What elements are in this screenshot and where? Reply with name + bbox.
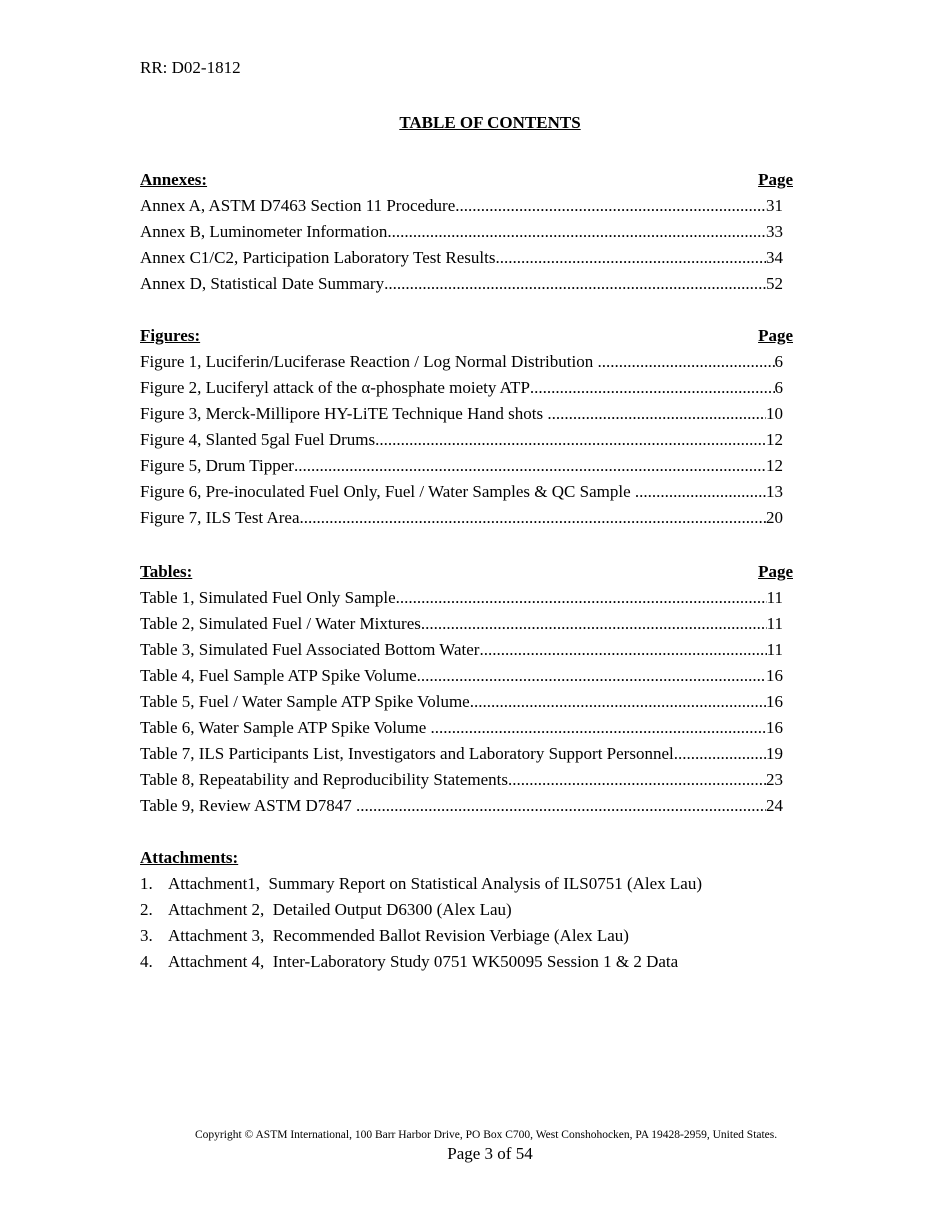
- dot-leader: [470, 689, 766, 715]
- toc-entry[interactable]: [140, 271, 783, 297]
- attachments-section: [140, 845, 793, 975]
- toc-entry[interactable]: [140, 219, 783, 245]
- toc-entry-page: 34: [766, 248, 783, 267]
- toc-entry-page: 16: [766, 692, 783, 711]
- attachments-header: [140, 845, 793, 871]
- toc-entry[interactable]: [140, 245, 783, 271]
- figures-header: [140, 323, 793, 349]
- figures-section: [140, 323, 793, 531]
- toc-entry[interactable]: [140, 505, 783, 531]
- toc-entry-label: Table 7, ILS Participants List, Investigators and Laboratory Support Personnel: [140, 744, 674, 763]
- dot-leader: [421, 611, 767, 637]
- toc-entry-label: Annex D, Statistical Date Summary: [140, 274, 385, 293]
- toc-entry-label: Table 5, Fuel / Water Sample ATP Spike Volume: [140, 692, 470, 711]
- toc-entry[interactable]: [140, 427, 783, 453]
- dot-leader: [356, 793, 766, 819]
- toc-entry[interactable]: [140, 349, 783, 375]
- toc-entry-page: 33: [766, 222, 783, 241]
- annexes-section: [140, 167, 793, 297]
- dot-leader: [387, 219, 766, 245]
- toc-entry[interactable]: [140, 479, 783, 505]
- toc-entry[interactable]: [140, 715, 783, 741]
- toc-entry-label: Table 8, Repeatability and Reproducibility Statements: [140, 770, 508, 789]
- toc-entry[interactable]: [140, 375, 783, 401]
- annexes-header: [140, 167, 793, 193]
- toc-entry-page: 6: [774, 352, 783, 371]
- attachment-number: 2.: [140, 900, 153, 919]
- toc-entry-page: 13: [766, 482, 783, 501]
- dot-leader: [495, 245, 766, 271]
- toc-entry-page: 11: [766, 588, 783, 607]
- toc-entry-page: 23: [766, 770, 783, 789]
- figures-page-label: Page: [758, 326, 793, 345]
- attachment-label: Attachment 3, Recommended Ballot Revision Verbiage (Alex Lau): [168, 926, 629, 945]
- tables-section: [140, 559, 793, 819]
- toc-entry-label: Figure 3, Merck-Millipore HY-LiTE Technique Hand shots: [140, 404, 548, 423]
- toc-entry[interactable]: [140, 193, 783, 219]
- page-title: TABLE OF CONTENTS: [399, 113, 581, 132]
- document-reference: RR: D02-1812: [140, 58, 241, 77]
- dot-leader: [384, 271, 766, 297]
- dot-leader: [635, 479, 766, 505]
- toc-entry-label: Figure 6, Pre-inoculated Fuel Only, Fuel / Water Samples & QC Sample: [140, 482, 635, 501]
- dot-leader: [547, 401, 766, 427]
- dot-leader: [530, 375, 775, 401]
- annexes-page-label: Page: [758, 170, 793, 189]
- attachment-number: 4.: [140, 952, 153, 971]
- toc-entry-page: 12: [766, 430, 783, 449]
- toc-entry[interactable]: [140, 689, 783, 715]
- dot-leader: [508, 767, 766, 793]
- toc-entry[interactable]: [140, 585, 783, 611]
- annexes-heading: Annexes:: [140, 170, 208, 189]
- toc-entry[interactable]: [140, 793, 783, 819]
- toc-entry[interactable]: [140, 453, 783, 479]
- toc-entry-label: Annex A, ASTM D7463 Section 11 Procedure: [140, 196, 456, 215]
- toc-entry-page: 12: [766, 456, 783, 475]
- toc-entry-label: Figure 5, Drum Tipper: [140, 456, 294, 475]
- attachments-heading: Attachments:: [140, 848, 239, 867]
- toc-entry-label: Table 4, Fuel Sample ATP Spike Volume: [140, 666, 417, 685]
- tables-page-label: Page: [758, 562, 793, 581]
- attachment-number: 3.: [140, 926, 153, 945]
- dot-leader: [375, 427, 766, 453]
- toc-entry[interactable]: [140, 767, 783, 793]
- attachment-label: Attachment 2, Detailed Output D6300 (Alex Lau): [168, 900, 512, 919]
- dot-leader: [597, 349, 774, 375]
- toc-entry-label: Annex C1/C2, Participation Laboratory Test Results: [140, 248, 496, 267]
- toc-entry[interactable]: [140, 741, 783, 767]
- toc-entry-page: 11: [766, 614, 783, 633]
- dot-leader: [455, 193, 766, 219]
- tables-heading: Tables:: [140, 562, 193, 581]
- toc-entry-label: Figure 7, ILS Test Area: [140, 508, 300, 527]
- attachment-item[interactable]: [140, 923, 793, 949]
- toc-entry-page: 16: [766, 666, 783, 685]
- toc-entry-page: 11: [766, 640, 783, 659]
- toc-entry-page: 20: [766, 508, 783, 527]
- attachment-label: Attachment1, Summary Report on Statistical Analysis of ILS0751 (Alex Lau): [168, 874, 702, 893]
- dot-leader: [479, 637, 766, 663]
- toc-entry[interactable]: [140, 637, 783, 663]
- toc-entry-page: 31: [766, 196, 783, 215]
- attachment-item[interactable]: [140, 949, 793, 975]
- toc-entry-page: 52: [766, 274, 783, 293]
- toc-entry-label: Figure 4, Slanted 5gal Fuel Drums: [140, 430, 376, 449]
- toc-entry-page: 16: [766, 718, 783, 737]
- toc-entry-label: Table 3, Simulated Fuel Associated Bottom Water: [140, 640, 480, 659]
- footer-page-number: Page 3 of 54: [447, 1144, 533, 1163]
- toc-entry-label: Annex B, Luminometer Information: [140, 222, 388, 241]
- toc-entry-page: 10: [766, 404, 783, 423]
- toc-entry-page: 24: [766, 796, 783, 815]
- attachment-item[interactable]: [140, 871, 793, 897]
- toc-entry-page: 19: [766, 744, 783, 763]
- attachment-number: 1.: [140, 874, 153, 893]
- dot-leader: [431, 715, 766, 741]
- toc-entry-label: Figure 2, Luciferyl attack of the α-phosphate moiety ATP: [140, 378, 530, 397]
- toc-entry-label: Table 1, Simulated Fuel Only Sample: [140, 588, 396, 607]
- toc-entry-label: Figure 1, Luciferin/Luciferase Reaction / Log Normal Distribution: [140, 352, 598, 371]
- toc-entry[interactable]: [140, 611, 783, 637]
- toc-entry-label: Table 9, Review ASTM D7847: [140, 796, 357, 815]
- tables-header: [140, 559, 793, 585]
- toc-entry-label: Table 2, Simulated Fuel / Water Mixtures: [140, 614, 421, 633]
- dot-leader: [674, 741, 766, 767]
- dot-leader: [396, 585, 767, 611]
- dot-leader: [294, 453, 766, 479]
- dot-leader: [300, 505, 767, 531]
- toc-entry-page: 6: [774, 378, 783, 397]
- toc-entry-label: Table 6, Water Sample ATP Spike Volume: [140, 718, 431, 737]
- footer-copyright: Copyright © ASTM International, 100 Barr Harbor Drive, PO Box C700, West Conshohocken, PA 19428-2959, United States.: [195, 1129, 778, 1141]
- figures-heading: Figures:: [140, 326, 201, 345]
- dot-leader: [417, 663, 766, 689]
- attachment-item[interactable]: [140, 897, 793, 923]
- toc-entry[interactable]: [140, 663, 783, 689]
- toc-entry[interactable]: [140, 401, 783, 427]
- attachment-label: Attachment 4, Inter-Laboratory Study 0751 WK50095 Session 1 & 2 Data: [168, 952, 679, 971]
